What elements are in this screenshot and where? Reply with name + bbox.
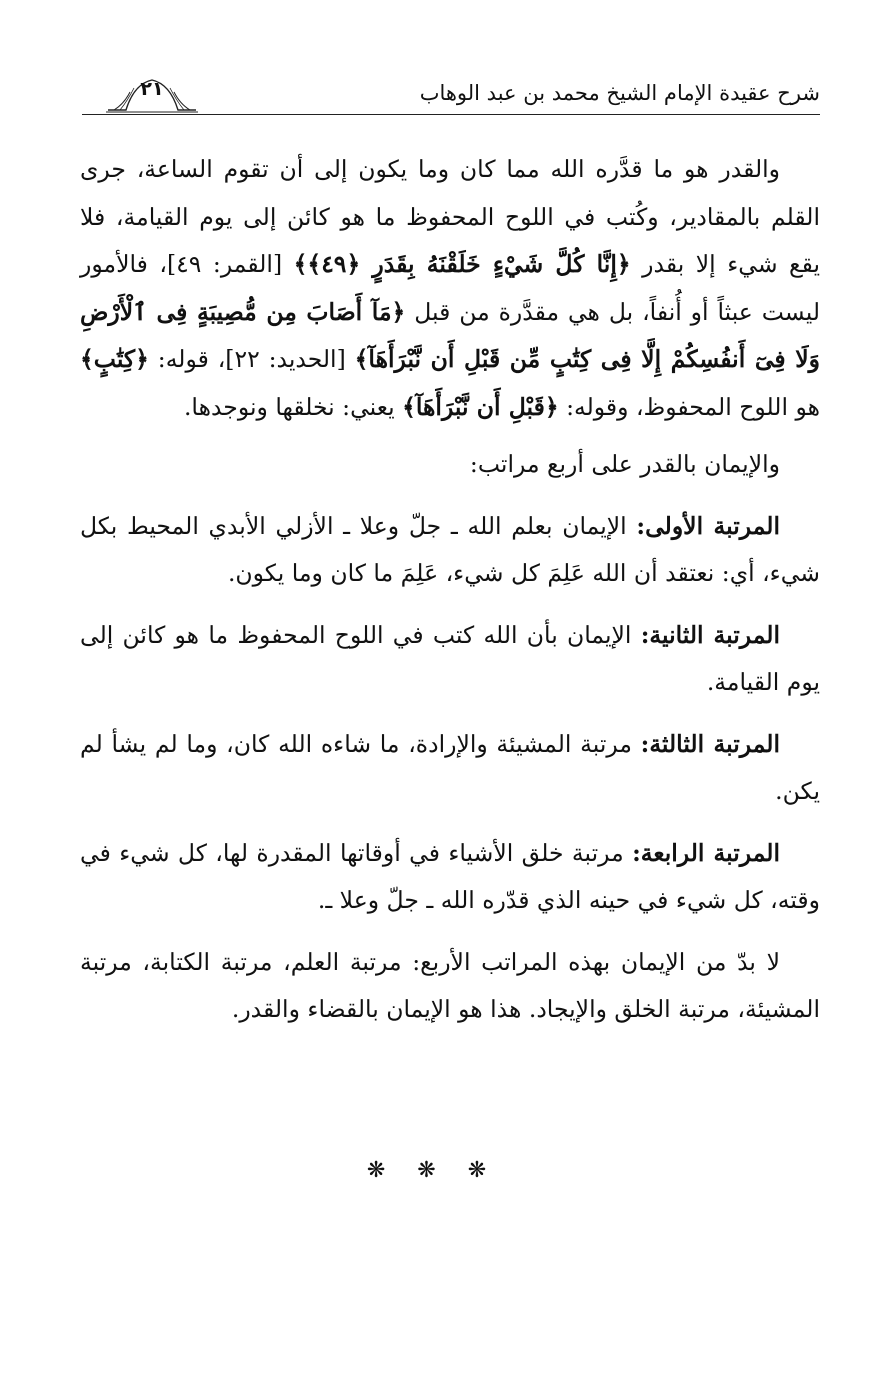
quran-verse-hadid: ﴿مَآ أَصَابَ مِن مُّصِيبَةٍ فِى ٱلْأَرْضِ وَلَا فِىٓ أَنفُسِكُمْ إِلَّا فِى كِتَٰبٍ مِّن قَبْلِ أَن نَّبْرَأَهَآ﴾ xyxy=(80,297,820,373)
paragraph-level-one xyxy=(80,503,820,598)
paragraph-four-levels-intro: والإيمان بالقدر على أربع مراتب: xyxy=(469,450,780,478)
section-separator xyxy=(0,1158,873,1183)
quran-word-kitab: ﴿كِتَٰبٍ﴾ xyxy=(80,345,149,373)
level-three-text: مرتبة المشيئة والإرادة، ما شاءه الله كان، وما لم يشأ لم يكن. xyxy=(80,729,820,805)
asterism-star-icon: ❋ xyxy=(366,1158,406,1183)
text-segment: والقدر هو ما قدَّره الله مما كان وما يكون إلى أن تقوم الساعة، جرى القلم بالمقادير، وكُتب في اللوح المحفوظ ما هو كائن إلى يوم القيامة، فلا يقع شيء إلا بقدر xyxy=(80,155,820,278)
quran-verse-qamar: ﴿إِنَّا كُلَّ شَيْءٍ خَلَقْنَهُ بِقَدَرٍ ﴿٤٩﴾﴾ xyxy=(293,250,631,278)
text-segment: [الحديد: ٢٢]، قوله: xyxy=(148,345,355,373)
paragraph-qadar-definition xyxy=(80,146,820,431)
paragraph-level-four xyxy=(80,830,820,925)
level-four-text: مرتبة خلق الأشياء في أوقاتها المقدرة لها، كل شيء في وقته، كل شيء في حينه الذي قدّره الله ـ جلّ وعلا ـ. xyxy=(80,838,820,914)
level-one-text: الإيمان بعلم الله ـ جلّ وعلا ـ الأزلي الأبدي المحيط بكل شيء، أي: نعتقد أن الله عَلِمَ كل شيء، عَلِمَ ما كان وما يكون. xyxy=(80,511,820,587)
level-three-label: المرتبة الثالثة: xyxy=(640,729,780,758)
quran-phrase-nabra: ﴿قَبْلِ أَن نَّبْرَأَهَآ﴾ xyxy=(402,392,559,421)
main-text xyxy=(80,146,820,1048)
level-two-text: الإيمان بأن الله كتب في اللوح المحفوظ ما هو كائن إلى يوم القيامة. xyxy=(80,620,820,696)
page-header xyxy=(82,70,820,116)
text-segment: هو اللوح المحفوظ، وقوله: xyxy=(558,392,820,421)
asterism-star-icon: ❋ xyxy=(417,1158,456,1183)
paragraph-conclusion: لا بدّ من الإيمان بهذه المراتب الأربع: مرتبة العلم، مرتبة الكتابة، مرتبة المشيئة، مرتبة الخلق والإيجاد. هذا هو الإيمان بالقضاء والقدر. xyxy=(80,947,820,1023)
level-two-label: المرتبة الثانية: xyxy=(640,620,780,649)
paragraph-level-three xyxy=(80,721,820,816)
asterism-star-icon: ❋ xyxy=(467,1158,507,1183)
page-number: ٢١ xyxy=(140,78,164,100)
header-divider xyxy=(82,114,820,115)
page-number-ornament xyxy=(104,70,200,114)
level-one-label: المرتبة الأولى: xyxy=(636,511,780,540)
paragraph-level-two xyxy=(80,612,820,707)
level-four-label: المرتبة الرابعة: xyxy=(632,838,780,867)
running-title: شرح عقيدة الإمام الشيخ محمد بن عبد الوهاب xyxy=(419,81,820,105)
text-segment: يعني: نخلقها ونوجدها. xyxy=(183,392,403,421)
text-segment: [القمر: ٤٩]، فالأمور ليست عبثاً أو أُنفاً، بل هي مقدَّرة من قبل xyxy=(80,250,821,326)
